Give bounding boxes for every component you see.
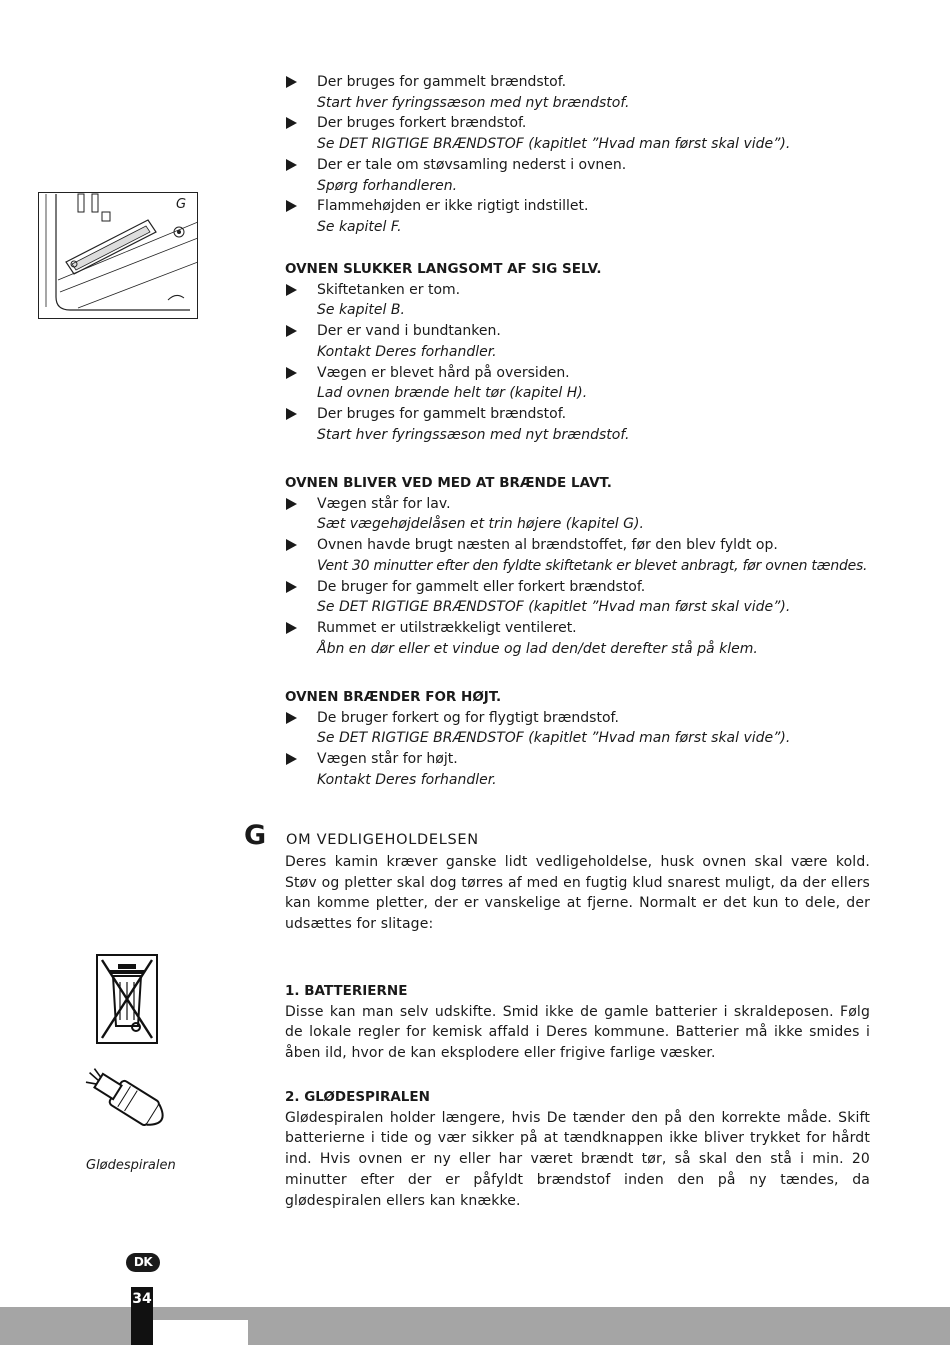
- subsection-glow-coil: [285, 1087, 870, 1211]
- subsection-text: Disse kan man selv udskifte. Smid ikke de gamle batterier i skraldeposen. Følg de lokale regler for kemisk affald i Deres kommune. Batterier må ikke smides i åben ild, hvor de kan eksplodere eller frigive farlige væsker.: [285, 1003, 870, 1062]
- bullet-arrow-icon: [286, 76, 297, 88]
- bullet-arrow-icon: [286, 408, 297, 420]
- bullet-arrow-icon: [286, 753, 297, 765]
- crossed-bin-icon: [96, 954, 158, 1046]
- list-item: Der er tale om støvsamling nederst i ovnen.: [285, 155, 870, 176]
- list-item: Der bruges for gammelt brændstof.: [285, 404, 870, 425]
- troubleshoot-block-1: [285, 72, 870, 238]
- remedy: Start hver fyringssæson med nyt brændstof.: [317, 426, 630, 443]
- remedy: Kontakt Deres forhandler.: [317, 771, 497, 788]
- bullet-arrow-icon: [286, 622, 297, 634]
- remedy: Kontakt Deres forhandler.: [317, 343, 497, 360]
- list-item: Der er vand i bundtanken.: [285, 321, 870, 342]
- list-item: Skiftetanken er tom.: [285, 280, 870, 301]
- remedy: Se DET RIGTIGE BRÆNDSTOF (kapitlet ”Hvad man først skal vide”).: [317, 136, 791, 153]
- remedy: Åbn en dør eller et vindue og lad den/det derefter stå på klem.: [317, 640, 758, 657]
- list-item: Vægen er blevet hård på oversiden.: [285, 363, 870, 384]
- list-item: Flammehøjden er ikke rigtigt indstillet.: [285, 196, 870, 217]
- remedy: Se DET RIGTIGE BRÆNDSTOF (kapitlet ”Hvad man først skal vide”).: [317, 599, 791, 616]
- chapter-title: OM VEDLIGEHOLDELSEN: [286, 832, 479, 848]
- bullet-arrow-icon: [286, 284, 297, 296]
- list-item: Rummet er utilstrækkeligt ventileret.: [285, 618, 870, 639]
- list-item: Der bruges forkert brændstof.: [285, 113, 870, 134]
- page-number-box: [131, 1287, 153, 1345]
- footer-strip: [153, 1320, 248, 1345]
- remedy: Spørg forhandleren.: [317, 177, 458, 194]
- heater-control-illustration: [38, 192, 198, 320]
- list-item: Vægen står for højt.: [285, 749, 870, 770]
- remedy: Se kapitel F.: [317, 218, 402, 235]
- chapter-intro: Deres kamin kræver ganske lidt vedligeholdelse, husk ovnen skal være kold. Støv og pletter skal dog tørres af med en fugtig klud snarest muligt, da der ellers kan komme pletter, der er vanskelige at fjerne. Normalt er det kun to dele, der udsættes for slitage:: [285, 854, 870, 933]
- subsection-heading: 1. BATTERIERNE: [285, 983, 408, 999]
- troubleshoot-section-2: [285, 259, 870, 445]
- bullet-arrow-icon: [286, 498, 297, 510]
- section-heading: OVNEN BRÆNDER FOR HØJT.: [285, 689, 502, 705]
- remedy: Se kapitel B.: [317, 302, 405, 319]
- subsection-text: Glødespiralen holder længere, hvis De tænder den på den korrekte måde. Skift batterierne i tide og vær sikker på at tændknappen ikke bliver trykket for hårdt ind. Hvis ovnen er ny eller har været brændt tør, så skal den stå i min. 20 minutter efter der er påfyldt brændstof inden den på ny tændes, da glødespiralen ellers kan knække.: [285, 1109, 870, 1209]
- remedy: Start hver fyringssæson med nyt brændstof.: [317, 94, 630, 111]
- bullet-arrow-icon: [286, 367, 297, 379]
- section-heading: OVNEN BLIVER VED MED AT BRÆNDE LAVT.: [285, 475, 612, 491]
- list-item: De bruger for gammelt eller forkert brændstof.: [285, 577, 870, 598]
- bullet-arrow-icon: [286, 117, 297, 129]
- figure-caption: Glødespiralen: [86, 1158, 176, 1173]
- bullet-arrow-icon: [286, 159, 297, 171]
- list-item: De bruger forkert og for flygtigt brændstof.: [285, 708, 870, 729]
- subsection-heading: 2. GLØDESPIRALEN: [285, 1089, 430, 1105]
- troubleshoot-section-3: [285, 473, 870, 659]
- list-item: Vægen står for lav.: [285, 494, 870, 515]
- bullet-arrow-icon: [286, 325, 297, 337]
- glow-coil-icon: [74, 1062, 184, 1142]
- remedy: Se DET RIGTIGE BRÆNDSTOF (kapitlet ”Hvad man først skal vide”).: [317, 730, 791, 747]
- remedy: Vent 30 minutter efter den fyldte skiftetank er blevet anbragt, før ovnen tændes.: [317, 557, 868, 574]
- bullet-arrow-icon: [286, 200, 297, 212]
- remedy: Lad ovnen brænde helt tør (kapitel H).: [317, 385, 588, 402]
- section-heading: OVNEN SLUKKER LANGSOMT AF SIG SELV.: [285, 261, 602, 277]
- page-number: 34: [132, 1291, 152, 1307]
- bullet-arrow-icon: [286, 581, 297, 593]
- language-badge: DK: [126, 1253, 160, 1272]
- figure-label: G: [176, 197, 187, 212]
- list-item: Der bruges for gammelt brændstof.: [285, 72, 870, 93]
- bullet-arrow-icon: [286, 539, 297, 551]
- remedy: Sæt vægehøjdelåsen et trin højere (kapitel G).: [317, 516, 644, 533]
- list-item: Ovnen havde brugt næsten al brændstoffet, før den blev fyldt op.: [285, 535, 870, 556]
- chapter-letter: G: [244, 820, 267, 851]
- subsection-batteries: [285, 981, 870, 1064]
- troubleshoot-section-4: [285, 687, 870, 791]
- bullet-arrow-icon: [286, 712, 297, 724]
